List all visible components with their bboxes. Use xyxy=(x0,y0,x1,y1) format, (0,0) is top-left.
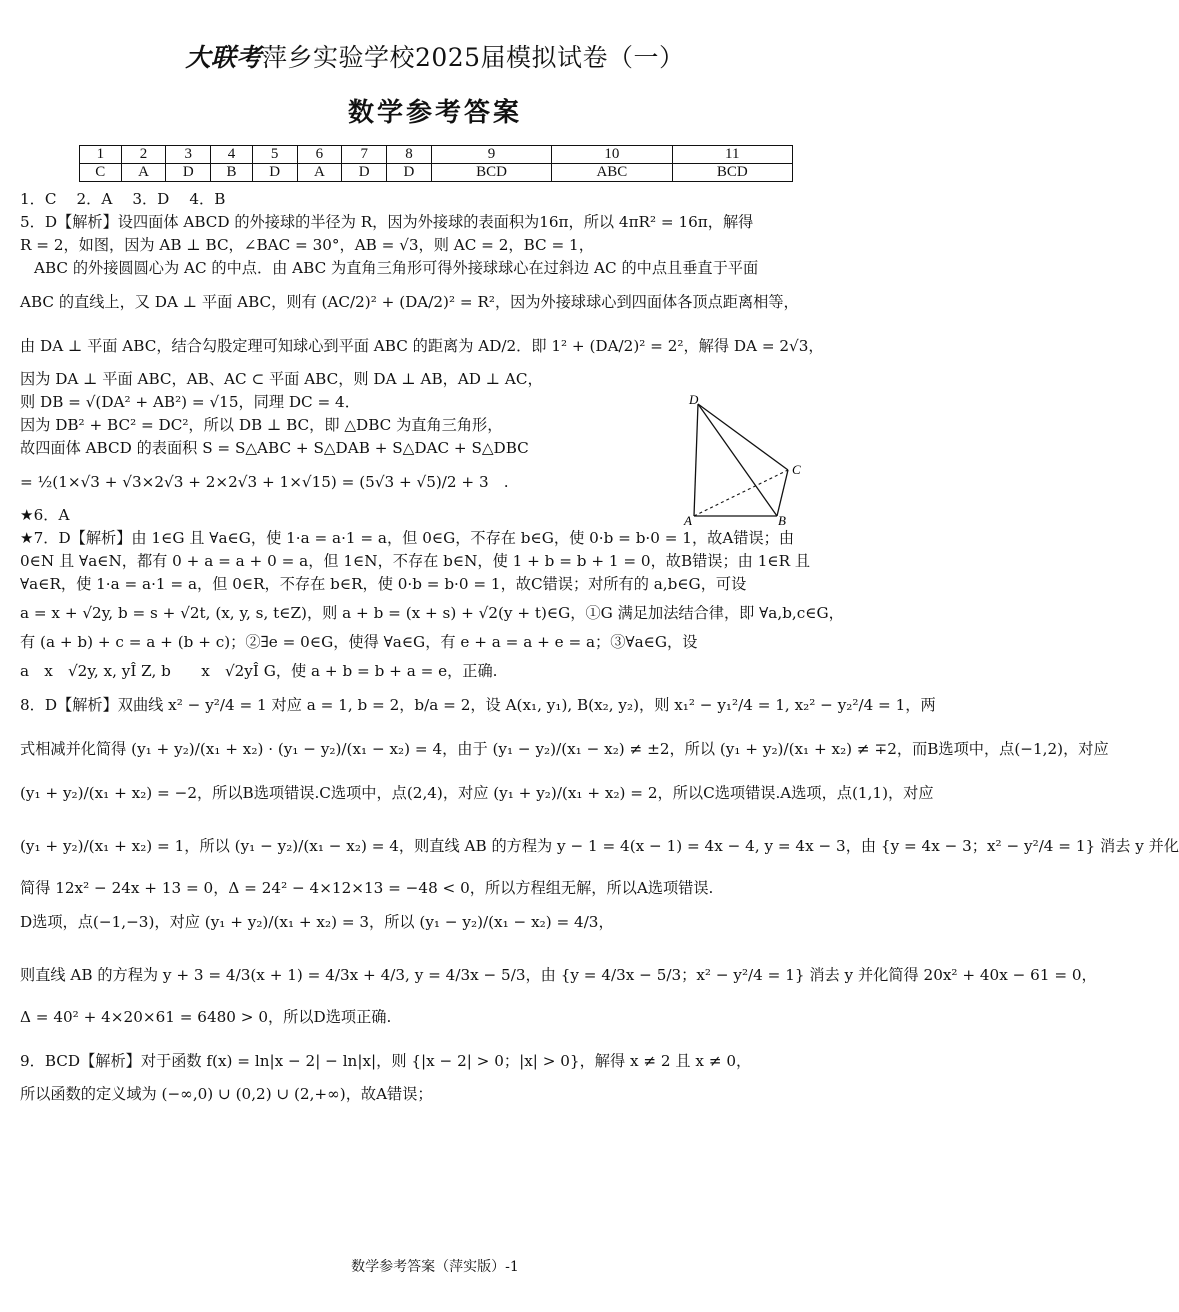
answer-table-answers-row xyxy=(80,164,793,182)
brand-logo-text: 大联考 xyxy=(185,43,262,72)
solution-line: 因为 DB² + BC² = DC²，所以 DB ⊥ BC，即 △DBC 为直角三角形， xyxy=(20,416,503,434)
solution-line: 0∈N 且 ∀a∈N，都有 0 + a = a + 0 = a，但 1∈N，不存在 b∈N，使 1 + b = b + 1 = 0，故B错误；由 1∈R 且 xyxy=(20,552,811,570)
solution-line: 则直线 AB 的方程为 y + 3 = 4/3(x + 1) = 4/3x + 4/3, y = 4/3x − 5/3，由 {y = 4/3x − 5/3；x² − y²/4 = 1} 消去 y 并化简得 20x² + 40x − 61 = 0， xyxy=(20,966,1097,984)
answer-cell: D xyxy=(387,164,432,182)
solution-line: 5．D【解析】设四面体 ABCD 的外接球的半径为 R，因为外接球的表面积为16π，所以 4πR² = 16π，解得 xyxy=(20,213,754,231)
edge-da xyxy=(694,404,698,516)
solution-line: Δ = 40² + 4×20×61 = 6480 > 0，所以D选项正确. xyxy=(20,1008,392,1026)
answer-cell: BCD xyxy=(672,164,792,182)
solution-line: (y₁ + y₂)/(x₁ + x₂) = 1，所以 (y₁ − y₂)/(x₁ − x₂) = 4，则直线 AB 的方程为 y − 1 = 4(x − 1) = 4x − 4, y = 4x − 3，由 {y = 4x − 3；x² − y²/4 = 1} 消去 y 并化 xyxy=(20,837,1179,855)
solution-line: 有 (a + b) + c = a + (b + c)；②∃e = 0∈G，使得 ∀a∈G，有 e + a = a + e = a；③∀a∈G，设 xyxy=(20,633,698,651)
question-number: 1 xyxy=(80,146,122,164)
vertex-label-b: B xyxy=(778,513,786,528)
solution-line: 9．BCD【解析】对于函数 f(x) = ln|x − 2| − ln|x|，则 {|x − 2| > 0；|x| > 0}，解得 x ≠ 2 且 x ≠ 0， xyxy=(20,1052,752,1070)
answer-cell: BCD xyxy=(431,164,551,182)
answer-table xyxy=(79,145,793,182)
page-title xyxy=(0,38,870,74)
title-text: 萍乡实验学校2025届模拟试卷（一） xyxy=(261,43,685,72)
solution-line: 故四面体 ABCD 的表面积 S = S△ABC + S△DAB + S△DAC + S△DBC xyxy=(20,439,529,457)
solution-line: 由 DA ⊥ 平面 ABC，结合勾股定理可知球心到平面 ABC 的距离为 AD/2．即 1² + (DA/2)² = 2²，解得 DA = 2√3， xyxy=(20,337,824,355)
solution-line: ★7．D【解析】由 1∈G 且 ∀a∈G，使 1·a = a·1 = a，但 0∈G，不存在 b∈G，使 0·b = b·0 = 1，故A错误；由 xyxy=(20,529,795,547)
tetrahedron-figure xyxy=(684,394,814,529)
answer-cell: A xyxy=(121,164,166,182)
solution-line: 则 DB = √(DA² + AB²) = √15，同理 DC = 4． xyxy=(20,393,360,411)
vertex-label-c: C xyxy=(792,462,801,477)
answer-cell: B xyxy=(211,164,253,182)
edge-bc xyxy=(777,470,788,516)
answer-cell: A xyxy=(297,164,342,182)
answer-cell: D xyxy=(342,164,387,182)
solution-line: 因为 DA ⊥ 平面 ABC，AB、AC ⊂ 平面 ABC，则 DA ⊥ AB，AD ⊥ AC， xyxy=(20,370,543,388)
question-number: 4 xyxy=(211,146,253,164)
solution-line: ∀a∈R，使 1·a = a·1 = a，但 0∈R，不存在 b∈R，使 0·b = b·0 = 1，故C错误；对所有的 a,b∈G，可设 xyxy=(20,575,747,593)
edge-ac-hidden xyxy=(694,470,788,516)
answer-cell: D xyxy=(252,164,297,182)
question-number: 7 xyxy=(342,146,387,164)
solution-line: = ½(1×√3 + √3×2√3 + 2×2√3 + 1×√15) = (5√3 + √5)/2 + 3 . xyxy=(20,473,509,491)
page-footer: 数学参考答案（萍实版）-1 xyxy=(351,1259,519,1275)
question-number: 8 xyxy=(387,146,432,164)
solution-line: ABC 的外接圆圆心为 AC 的中点．由 ABC 为直角三角形可得外接球球心在过斜边 AC 的中点且垂直于平面 xyxy=(34,259,759,277)
solution-line: 所以函数的定义域为 (−∞,0) ∪ (0,2) ∪ (2,+∞)，故A错误； xyxy=(20,1085,433,1103)
solution-line: (y₁ + y₂)/(x₁ + x₂) = −2，所以B选项错误.C选项中，点(2,4)，对应 (y₁ + y₂)/(x₁ + x₂) = 2，所以C选项错误.A选项，点(1,1)，对应 xyxy=(20,784,934,802)
solution-line: R = 2，如图，因为 AB ⊥ BC，∠BAC = 30°，AB = √3，则 AC = 2，BC = 1， xyxy=(20,236,594,254)
vertex-label-d: D xyxy=(689,392,699,407)
solution-line: 式相减并化简得 (y₁ + y₂)/(x₁ + x₂) · (y₁ − y₂)/(x₁ − x₂) = 4，由于 (y₁ − y₂)/(x₁ − x₂) ≠ ±2，所以 (y₁ + y₂)/(x₁ + x₂) ≠ ∓2，而B选项中，点(−1,2)，对应 xyxy=(20,740,1109,758)
solution-line: 简得 12x² − 24x + 13 = 0，Δ = 24² − 4×12×13 = −48 < 0，所以方程组无解，所以A选项错误. xyxy=(20,879,714,897)
vertex-label-a: A xyxy=(684,513,692,528)
solution-line: ABC 的直线上，又 DA ⊥ 平面 ABC，则有 (AC/2)² + (DA/2)² = R²，因为外接球球心到四面体各顶点距离相等， xyxy=(20,293,799,311)
question-number: 10 xyxy=(552,146,672,164)
answer-cell: D xyxy=(166,164,211,182)
solution-line: a = x + √2y, b = s + √2t, (x, y, s, t∈Z)，则 a + b = (x + s) + √2(y + t)∈G，①G 满足加法结合律，即 ∀a,b,c∈G， xyxy=(20,604,844,622)
edge-dc xyxy=(698,404,788,470)
question-number: 5 xyxy=(252,146,297,164)
edge-db xyxy=(698,404,777,516)
answer-table-numbers-row xyxy=(80,146,793,164)
question-number: 3 xyxy=(166,146,211,164)
solution-line: 8．D【解析】双曲线 x² − y²/4 = 1 对应 a = 1, b = 2，b/a = 2，设 A(x₁, y₁), B(x₂, y₂)，则 x₁² − y₁²/4 = 1, x₂² − y₂²/4 = 1，两 xyxy=(20,696,936,714)
question-number: 9 xyxy=(431,146,551,164)
solution-line: D选项，点(−1,−3)，对应 (y₁ + y₂)/(x₁ + x₂) = 3，所以 (y₁ − y₂)/(x₁ − x₂) = 4/3， xyxy=(20,913,614,931)
solution-text xyxy=(20,188,1179,1106)
question-number: 6 xyxy=(297,146,342,164)
question-number: 11 xyxy=(672,146,792,164)
answer-line-6: ★6．A xyxy=(20,506,70,524)
page-subtitle: 数学参考答案 xyxy=(347,98,522,128)
answer-line-1-4: 1．C 2．A 3．D 4．B xyxy=(20,190,226,208)
answer-cell: C xyxy=(80,164,122,182)
solution-line: a x √2y, x, yÎ Z, b x √2yÎ G，使 a + b = b + a = e，正确. xyxy=(20,662,498,680)
answer-cell: ABC xyxy=(552,164,672,182)
question-number: 2 xyxy=(121,146,166,164)
